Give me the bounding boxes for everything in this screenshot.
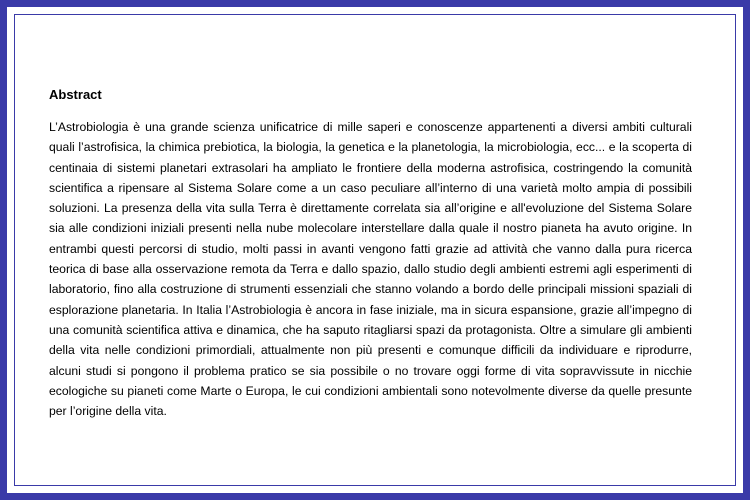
abstract-body: L’Astrobiologia è una grande scienza unificatrice di mille saperi e conoscenze appartenenti a diversi ambiti culturali quali l’astrofisica, la chimica prebiotica, la biologia, la genetica e la planetologia, la microbiologia, ecc... e la scoperta di centinaia di sistemi planetari extrasolari ha ampliato le frontiere della moderna astrofisica, costringendo la comunità scientifica a ripensare al Sistema Solare come a un caso peculiare all’interno di una varietà molto ampia di possibili soluzioni. La presenza della vita sulla Terra è direttamente correlata sia all’origine e all'evoluzione del Sistema Solare sia alle condizioni iniziali presenti nella nube molecolare interstellare dalla quale il nostro pianeta ha avuto origine. In entrambi questi percorsi di studio, molti passi in avanti vengono fatti grazie ad attività che vanno dalla pura ricerca teorica di base alla osservazione remota da Terra e dallo spazio, dallo studio degli ambienti estremi agli esperimenti di laboratorio, fino alla costruzione di strumenti essenziali che stanno volando a bordo delle principali missioni spaziali di esplorazione planetaria. In Italia l’Astrobiologia è ancora in fase iniziale, ma in sicura espansione, grazie all’impegno di una comunità scientifica attiva e dinamica, che ha saputo ritagliarsi spazi da protagonista. Oltre a simulare gli ambienti della vita nelle condizioni primordiali, attualmente non più presenti e comunque difficili da individuare e riprodurre, alcuni studi si pongono il problema pratico se sia possibile o no trovare oggi forme di vita sopravvissute in nicchie ecologiche su pianeti come Marte o Europa, le cui condizioni ambientali sono notevolmente diverse da quelle presunte per l’origine della vita.: [49, 120, 692, 419]
document-content: [49, 85, 692, 421]
abstract-heading: Abstract: [49, 87, 102, 102]
